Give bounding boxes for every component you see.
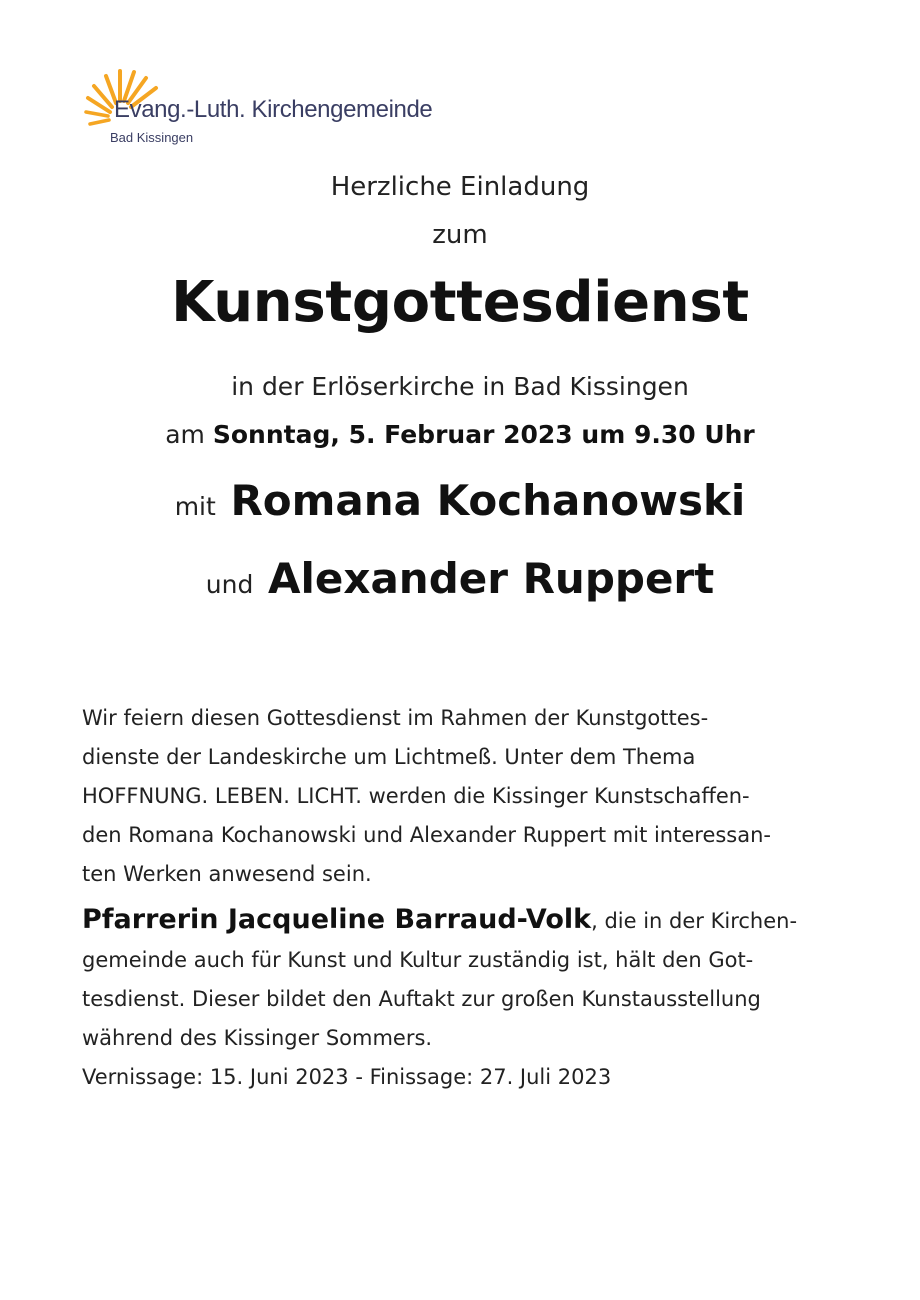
church-name: Evang.-Luth. Kirchengemeinde — [114, 96, 433, 123]
artist1-prefix: mit — [174, 492, 216, 521]
invitation-zum: zum — [432, 220, 488, 250]
event-date: Sonntag, 5. Februar 2023 um 9.30 Uhr — [212, 420, 755, 449]
paragraph-line: HOFFNUNG. LEBEN. LICHT. werden die Kissinger Kunstschaffen- — [82, 784, 750, 808]
paragraph-line: ten Werken anwesend sein. — [82, 862, 372, 886]
page-title: Kunstgottesdienst — [171, 270, 749, 335]
church-location: Bad Kissingen — [110, 130, 194, 145]
artist1-name: Romana Kochanowski — [230, 476, 746, 525]
church-logo — [84, 66, 444, 150]
paragraph-line: dienste der Landeskirche um Lichtmeß. Unter dem Thema — [82, 745, 696, 769]
paragraph-line: den Romana Kochanowski und Alexander Ruppert mit interessan- — [82, 823, 772, 847]
paragraph-intro — [82, 699, 842, 894]
paragraph-line: tesdienst. Dieser bildet den Auftakt zur großen Kunstausstellung — [82, 987, 761, 1011]
artist-line-2 — [0, 554, 920, 603]
paragraph-line: während des Kissinger Sommers. — [82, 1026, 433, 1050]
paragraph-line: Wir feiern diesen Gottesdienst im Rahmen der Kunstgottes- — [82, 706, 709, 730]
artist-line-1 — [0, 476, 920, 525]
artist2-name: Alexander Ruppert — [267, 554, 715, 603]
pastor-line-rest: , die in der Kirchen- — [591, 909, 798, 933]
invitation-line: Herzliche Einladung — [330, 172, 590, 202]
pastor-name: Pfarrerin Jacqueline Barraud-Volk — [82, 904, 592, 935]
event-location: in der Erlöserkirche in Bad Kissingen — [231, 372, 689, 401]
paragraph-line: gemeinde auch für Kunst und Kultur zuständig ist, hält den Got- — [82, 948, 754, 972]
artist2-prefix: und — [205, 570, 254, 599]
pastor-line — [82, 900, 842, 941]
exhibition-dates: Vernissage: 15. Juni 2023 - Finissage: 27. Juli 2023 — [82, 1065, 612, 1089]
paragraph-pastor — [82, 900, 842, 1097]
date-prefix: am — [165, 420, 205, 449]
event-date-line — [0, 420, 920, 449]
